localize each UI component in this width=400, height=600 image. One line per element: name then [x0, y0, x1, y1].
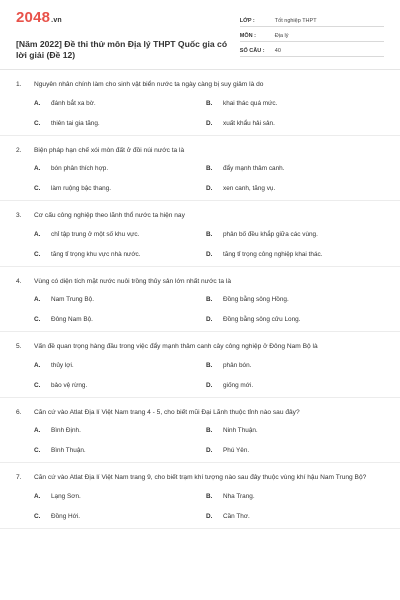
option-letter: C.	[34, 185, 41, 192]
question-item	[0, 398, 400, 464]
question-number: 3.	[16, 212, 22, 219]
answer-option[interactable]	[34, 250, 206, 259]
options-row	[34, 164, 384, 173]
option-text: Lạng Sơn.	[51, 492, 81, 500]
exam-meta	[240, 14, 384, 59]
options-row	[34, 295, 384, 304]
options-row	[34, 381, 384, 390]
exam-title: [Năm 2022] Đề thi thử môn Địa lý THPT Quốc gia có lời giải (Đề 12)	[16, 39, 228, 60]
answer-options	[34, 230, 384, 259]
option-letter: A.	[34, 427, 41, 434]
answer-option[interactable]	[206, 446, 378, 455]
options-row	[34, 512, 384, 521]
option-text: Bình Định.	[51, 427, 81, 434]
option-text: phân bố đều khắp giữa các vùng.	[223, 230, 318, 238]
option-text: Bình Thuận.	[51, 447, 86, 454]
option-letter: A.	[34, 492, 41, 500]
option-text: giống mới.	[223, 381, 254, 389]
question-number: 7.	[16, 474, 22, 481]
option-text: tăng tỉ trọng công nghiệp khai thác.	[223, 250, 323, 258]
option-letter: B.	[206, 230, 213, 238]
option-letter: A.	[34, 296, 41, 303]
question-stem	[16, 277, 384, 287]
question-item	[0, 201, 400, 267]
answer-option[interactable]	[34, 315, 206, 324]
option-letter: B.	[206, 165, 213, 172]
question-number: 5.	[16, 343, 22, 350]
option-text: Đông Nam Bộ.	[51, 316, 93, 323]
answer-option[interactable]	[206, 99, 378, 108]
option-text: Đồng bằng sông Hồng.	[223, 296, 289, 303]
question-stem	[16, 408, 384, 418]
answer-option[interactable]	[206, 361, 378, 370]
question-number: 2.	[16, 146, 22, 154]
option-text: Ninh Thuận.	[223, 427, 258, 434]
answer-option[interactable]	[34, 230, 206, 239]
option-letter: B.	[206, 427, 213, 434]
option-text: Đồng bằng sông cửu Long.	[223, 316, 301, 323]
answer-option[interactable]	[34, 492, 206, 501]
option-text: xuất khẩu hải sản.	[223, 119, 275, 127]
option-text: chỉ tập trung ở một số khu vực.	[51, 230, 140, 238]
question-number: 4.	[16, 277, 22, 285]
header-left	[16, 10, 240, 61]
meta-row-subject	[240, 29, 384, 42]
question-item	[0, 463, 400, 529]
option-text: Đồng Hới.	[51, 512, 81, 520]
answer-option[interactable]	[206, 230, 378, 239]
option-letter: B.	[206, 492, 213, 500]
option-letter: D.	[206, 381, 213, 389]
answer-options	[34, 426, 384, 455]
options-row	[34, 99, 384, 108]
option-text: xen canh, tăng vụ.	[223, 185, 276, 192]
question-item	[0, 332, 400, 398]
option-letter: D.	[206, 447, 213, 454]
question-text: Căn cứ vào Atlat Địa lí Việt Nam trang 4 - 5, cho biết mũi Đại Lãnh thuộc tỉnh nào sau đây?	[34, 408, 300, 416]
exam-header	[16, 10, 384, 61]
answer-option[interactable]	[206, 426, 378, 435]
option-letter: B.	[206, 99, 213, 107]
option-text: thủy lợi.	[51, 361, 74, 369]
question-item	[0, 80, 400, 136]
answer-option[interactable]	[206, 184, 378, 193]
options-row	[34, 230, 384, 239]
answer-options	[34, 295, 384, 324]
option-text: đánh bắt xa bờ.	[51, 99, 96, 107]
option-letter: D.	[206, 119, 213, 127]
answer-option[interactable]	[206, 164, 378, 173]
question-number: 1.	[16, 81, 22, 88]
question-stem	[16, 473, 384, 483]
option-text: đẩy mạnh thâm canh.	[223, 165, 285, 172]
question-text: Vấn đề quan trọng hàng đầu trong việc đẩy mạnh thâm canh cây công nghiệp ở Đông Nam Bộ là	[34, 343, 318, 350]
option-letter: B.	[206, 361, 213, 369]
options-row	[34, 426, 384, 435]
answer-option[interactable]	[206, 315, 378, 324]
option-text: Cần Thơ.	[223, 512, 250, 520]
answer-option[interactable]	[34, 164, 206, 173]
question-text: Vùng có diện tích mặt nước nuôi trồng thủy sản lớn nhất nước ta là	[34, 277, 232, 285]
option-letter: A.	[34, 361, 41, 369]
question-stem	[16, 80, 384, 90]
option-letter: A.	[34, 230, 41, 238]
option-letter: A.	[34, 165, 41, 172]
option-letter: C.	[34, 250, 41, 258]
answer-option[interactable]	[34, 295, 206, 304]
option-letter: D.	[206, 250, 213, 258]
options-row	[34, 119, 384, 128]
answer-options	[34, 99, 384, 128]
options-row	[34, 492, 384, 501]
option-letter: D.	[206, 512, 213, 520]
answer-option[interactable]	[34, 446, 206, 455]
option-text: làm ruộng bậc thang.	[51, 185, 112, 192]
options-row	[34, 184, 384, 193]
option-letter: D.	[206, 185, 213, 192]
options-row	[34, 361, 384, 370]
option-letter: D.	[206, 316, 213, 323]
question-number: 6.	[16, 408, 22, 416]
answer-option[interactable]	[206, 295, 378, 304]
meta-key-count: SỐ CÂU :	[239, 48, 265, 54]
options-row	[34, 446, 384, 455]
answer-option[interactable]	[34, 512, 206, 521]
option-text: bảo vệ rừng.	[51, 381, 88, 389]
answer-option[interactable]	[206, 119, 378, 128]
answer-option[interactable]	[34, 99, 206, 108]
question-text: Nguyên nhân chính làm cho sinh vật biển nước ta ngày càng bị suy giảm là do	[34, 81, 264, 88]
question-text: Biện pháp hạn chế xói mòn đất ở đồi núi nước ta là	[34, 146, 185, 154]
option-text: Nam Trung Bộ.	[51, 296, 94, 303]
header-divider	[0, 69, 400, 70]
options-row	[34, 315, 384, 324]
answer-options	[34, 361, 384, 390]
answer-options	[34, 164, 384, 193]
question-text: Cơ cấu công nghiệp theo lãnh thổ nước ta hiện nay	[34, 212, 185, 219]
logo-tld: .vn	[51, 17, 62, 24]
answer-options	[34, 492, 384, 521]
answer-option[interactable]	[34, 381, 206, 390]
meta-value-subject: Địa lý	[274, 33, 289, 39]
option-letter: A.	[34, 99, 41, 107]
option-text: Nha Trang.	[223, 492, 255, 500]
option-text: phân bón.	[223, 361, 252, 369]
meta-value-class: Tốt nghiệp THPT	[274, 18, 317, 24]
meta-key-subject: MÔN :	[239, 33, 256, 39]
option-text: tăng tỉ trọng khu vực nhà nước.	[51, 250, 141, 258]
meta-row-class	[240, 14, 384, 27]
option-letter: C.	[34, 512, 41, 520]
option-text: khai thác quá mức.	[223, 99, 278, 107]
question-stem	[16, 211, 384, 221]
answer-option[interactable]	[206, 492, 378, 501]
option-letter: C.	[34, 119, 41, 127]
option-text: Phú Yên.	[223, 447, 250, 454]
answer-option[interactable]	[34, 361, 206, 370]
option-text: bón phân thích hợp.	[51, 165, 109, 172]
option-letter: B.	[206, 296, 213, 303]
meta-row-count	[240, 44, 384, 57]
answer-option[interactable]	[34, 119, 206, 128]
question-text: Căn cứ vào Atlat Địa lí Việt Nam trang 9, cho biết trạm khí tượng nào sau đây thuộc vùng khí hậu Nam Trung Bộ?	[34, 474, 367, 481]
question-stem	[16, 146, 384, 156]
site-logo[interactable]	[16, 10, 240, 29]
option-letter: C.	[34, 381, 41, 389]
option-text: thiên tai gia tăng.	[51, 119, 100, 127]
question-list	[16, 80, 384, 529]
logo-main: 2048	[16, 9, 51, 26]
answer-option[interactable]	[34, 426, 206, 435]
answer-option[interactable]	[206, 250, 378, 259]
question-item	[0, 136, 400, 202]
options-row	[34, 250, 384, 259]
option-letter: C.	[34, 316, 41, 323]
meta-key-class: LỚP :	[239, 18, 255, 24]
question-item	[0, 267, 400, 333]
question-stem	[16, 342, 384, 352]
option-letter: C.	[34, 447, 41, 454]
answer-option[interactable]	[206, 381, 378, 390]
meta-value-count: 40	[274, 48, 281, 54]
answer-option[interactable]	[34, 184, 206, 193]
answer-option[interactable]	[206, 512, 378, 521]
